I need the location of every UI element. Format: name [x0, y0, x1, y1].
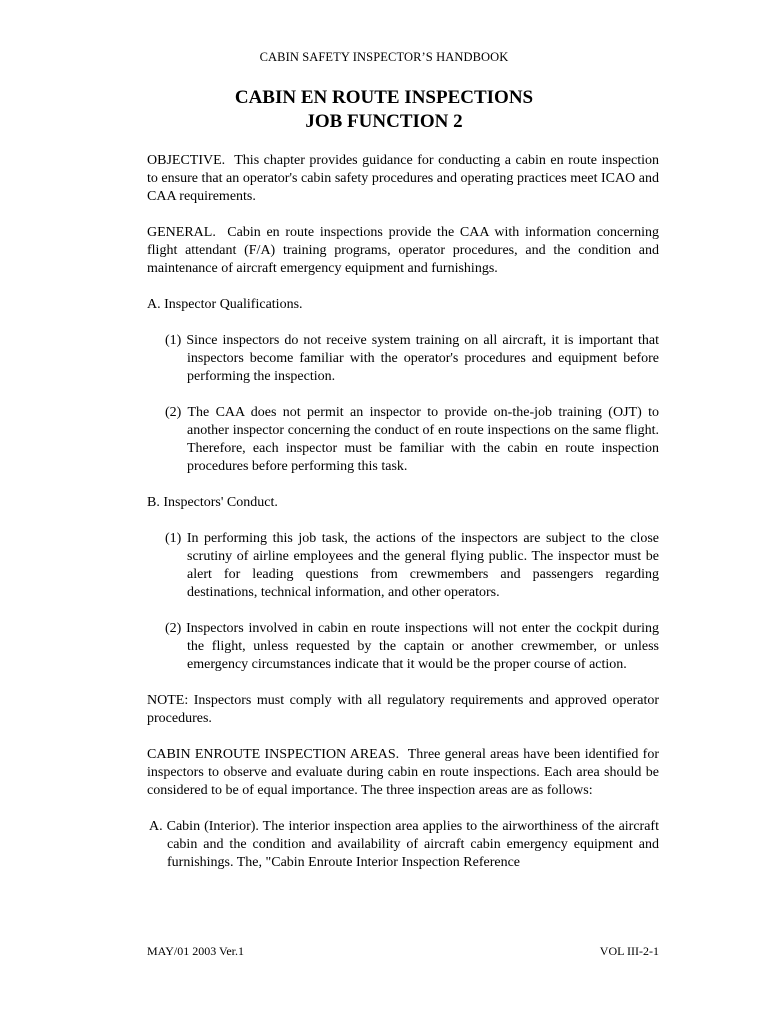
chapter-title-line-2: JOB FUNCTION 2 — [305, 111, 463, 132]
note-paragraph: NOTE: Inspectors must comply with all regulatory requirements and approved operator procedures. — [147, 693, 659, 726]
section-b-heading: B. Inspectors' Conduct. — [147, 495, 278, 510]
objective-paragraph — [147, 152, 659, 206]
footer-page-number: VOL III-2-1 — [599, 944, 659, 958]
areas-lead: CABIN ENROUTE INSPECTION AREAS. — [147, 747, 400, 762]
section-a-heading: A. Inspector Qualifications. — [147, 297, 303, 312]
chapter-title — [0, 86, 768, 134]
general-text: Cabin en route inspections provide the CAA with information concerning flight attendant (F/A) training programs, operator procedures, and the condition and maintenance of aircraft emergency equipment and furnishings. — [147, 225, 660, 276]
objective-lead: OBJECTIVE. — [147, 153, 226, 168]
section-b-item-1: (1) In performing this job task, the actions of the inspectors are subject to the close scrutiny of airline employees and the general flying public. The inspector must be alert for leading questions from crewmembers and passengers regarding destinations, technical information, and other operators. — [165, 531, 659, 600]
document-body — [147, 152, 659, 872]
section-a-item-1: (1) Since inspectors do not receive system training on all aircraft, it is important that inspectors become familiar with the operator's procedures and equipment before performing the inspection. — [165, 333, 659, 384]
section-b-item-2: (2) Inspectors involved in cabin en route inspections will not enter the cockpit during the flight, unless requested by the captain or another crewmember, or unless emergency circumstances indicate that it would be the proper course of action. — [165, 621, 659, 672]
area-item-a: A. Cabin (Interior). The interior inspection area applies to the airworthiness of the aircraft cabin and the condition and availability of aircraft cabin emergency equipment and furnishings. The, "Cabin Enroute Interior Inspection Reference — [149, 819, 659, 870]
chapter-title-line-1: CABIN EN ROUTE INSPECTIONS — [234, 87, 534, 108]
running-head: CABIN SAFETY INSPECTOR’S HANDBOOK — [259, 50, 509, 64]
general-lead: GENERAL. — [147, 225, 216, 240]
areas-paragraph — [147, 746, 659, 800]
section-a-item-2: (2) The CAA does not permit an inspector to provide on-the-job training (OJT) to another inspector concerning the conduct of en route inspections on the same flight. Therefore, each inspector must be familiar with the cabin en route inspection procedures before performing this task. — [165, 405, 659, 474]
objective-text: This chapter provides guidance for conducting a cabin en route inspection to ensure that an operator's cabin safety procedures and operating practices meet ICAO and CAA requirements. — [147, 153, 660, 204]
general-paragraph — [147, 224, 659, 278]
areas-text: Three general areas have been identified for inspectors to observe and evaluate during cabin en route inspections. Each area should be considered to be of equal importance. The three inspection areas are as follows: — [147, 747, 659, 798]
footer-date-version: MAY/01 2003 Ver.1 — [147, 944, 245, 958]
